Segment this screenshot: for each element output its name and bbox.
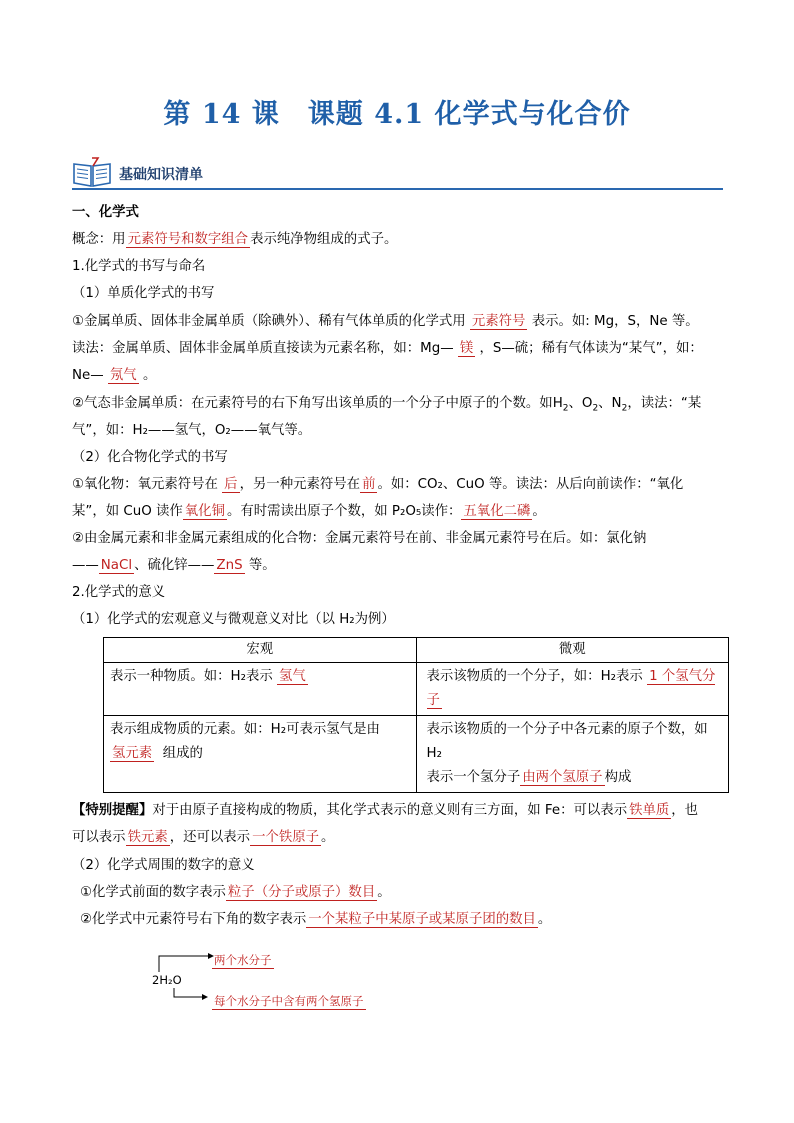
banner-rule: [72, 188, 723, 190]
answer-blank: 元素符号: [471, 314, 526, 329]
text: 可以表示: [72, 830, 126, 845]
text: 。: [321, 830, 335, 845]
answer-blank: 元素符号和数字组合: [127, 232, 249, 247]
paragraph: 气”，如：H₂——氢气，O₂——氧气等。: [72, 423, 312, 438]
answer-blank: 后: [224, 477, 238, 492]
formula-diagram: [150, 950, 450, 1020]
formula: 2H₂O: [152, 973, 182, 987]
table-header: 宏观: [104, 638, 417, 663]
answer-blank: 氧化铜: [184, 504, 225, 519]
text: ，另一种元素符号在: [239, 477, 361, 492]
banner-label: 基础知识清单: [119, 167, 203, 183]
text: ，读法：“某: [627, 396, 702, 411]
text: 。: [377, 885, 391, 900]
table-header: 微观: [416, 638, 729, 663]
paragraph: [72, 340, 703, 358]
answer-blank: 1 个氢气分子: [426, 669, 716, 708]
subheading: （2）化学式周围的数字的意义: [72, 858, 255, 873]
answer-blank: 氢元素: [112, 746, 153, 761]
answer-blank: 氖气: [109, 368, 137, 383]
table-cell: [416, 663, 729, 716]
table-header-row: [104, 638, 729, 663]
label-subscript: 每个水分子中含有两个氢原子: [214, 994, 364, 1008]
paragraph: ②气态非金属单质：在元素符号的右下角写出该单质的一个分子中原子的个数。如$H_2$、$O_2$、$N_2$，读法：“某: [72, 396, 702, 414]
text: ①化学式前面的数字表示: [80, 885, 226, 900]
text: ②化学式中元素符号右下角的数字表示: [80, 912, 307, 927]
text: ，也: [671, 803, 699, 818]
text: ①氧化物：氧元素符号在: [72, 477, 223, 492]
answer-blank: 铁单质: [629, 803, 670, 818]
tip-line: [72, 802, 698, 820]
answer-blank: 镁: [459, 341, 474, 356]
text: 表示该物质的一个分子中各元素的原子个数，如 H₂: [426, 722, 708, 761]
table-row: [104, 716, 729, 793]
answer-blank: 铁元素: [127, 830, 168, 845]
answer-blank: 前: [362, 477, 376, 492]
answer-blank: ZnS: [216, 558, 243, 573]
paragraph: ②由金属元素和非金属元素组成的化合物：金属元素符号在前、非金属元素符号在后。如：氯化钠: [72, 531, 647, 546]
text: 。: [138, 368, 157, 383]
text: 、硫化锌——: [134, 558, 215, 573]
answer-blank: 五氧化二磷: [463, 504, 531, 519]
answer-blank: 一个某粒子中某原子或某原子团的数目: [308, 912, 536, 927]
text: ①金属单质、固体非金属单质（除碘外）、稀有气体单质的化学式用: [72, 314, 470, 329]
text: ②气态非金属单质：在元素符号的右下角写出该单质的一个分子中原子的个数。如: [72, 396, 553, 411]
subheading: （2）化合物化学式的书写: [72, 450, 228, 465]
tip-tag: 【特别提醒】: [72, 803, 153, 818]
paragraph: [72, 476, 683, 494]
paragraph: [72, 313, 699, 331]
answer-blank: 一个铁原子: [252, 830, 320, 845]
section-heading: 一、化学式: [72, 205, 139, 220]
text: 读法：金属单质、固体非金属单质直接读为元素名称，如：Mg—: [72, 341, 458, 356]
comparison-table: [103, 637, 729, 793]
text: 。有时需读出原子个数，如 P₂O₅读作：: [226, 504, 462, 519]
text: 表示一个氢分子: [426, 770, 521, 785]
concept-line: [72, 231, 397, 249]
answer-blank: 氢气: [279, 669, 306, 684]
concept-post: 表示纯净物组成的式子。: [250, 232, 398, 247]
text: 表示该物质的一个分子，如：H₂表示: [426, 669, 648, 684]
text: 。: [532, 504, 546, 519]
text: 表示一种物质。如：H₂表示: [110, 669, 277, 684]
subheading: 1.化学式的书写与命名: [72, 259, 206, 274]
text: 等。: [244, 558, 276, 573]
text: 对于由原子直接构成的物质，其化学式表示的意义则有三方面，如 Fe：可以表示: [152, 803, 628, 818]
label-coefficient: 两个水分子: [214, 953, 272, 967]
open-book-icon: [72, 156, 112, 188]
paragraph: [80, 911, 551, 929]
paragraph: [72, 503, 546, 521]
table-cell: [104, 716, 417, 793]
subheading: （1）化学式的宏观意义与微观意义对比（以 H₂为例）: [72, 612, 395, 627]
section-banner: [72, 150, 723, 190]
text: ，还可以表示: [169, 830, 251, 845]
text: Ne—: [72, 368, 108, 383]
subheading: （1）单质化学式的书写: [72, 286, 215, 301]
answer-blank: 由两个氢原子: [522, 770, 603, 785]
paragraph: [72, 557, 276, 575]
table-cell: [416, 716, 729, 793]
text: 构成: [604, 770, 632, 785]
text: ，S—硫；稀有气体读为“某气”，如：: [475, 341, 703, 356]
concept-pre: 概念：用: [72, 232, 126, 247]
tip-line: [72, 829, 334, 847]
text: 组成的: [162, 746, 203, 761]
answer-blank: NaCl: [100, 558, 133, 573]
paragraph: [80, 884, 391, 902]
text: 表示组成物质的元素。如：H₂可表示氢气是由: [110, 722, 380, 737]
table-row: [104, 663, 729, 716]
text: 表示。如: Mg，S，Ne 等。: [527, 314, 699, 329]
text: 。: [537, 912, 552, 927]
paragraph: [72, 367, 156, 385]
page-title: 第 14 课 课题 4.1 化学式与化合价: [163, 99, 631, 130]
subheading: 2.化学式的意义: [72, 585, 166, 600]
text: 某”，如 CuO 读作: [72, 504, 183, 519]
answer-blank: 粒子（分子或原子）数目: [227, 885, 376, 900]
text: 。如：CO₂、CuO 等。读法：从后向前读作：“氧化: [377, 477, 684, 492]
table-cell: [104, 663, 417, 716]
text: ——: [72, 558, 99, 573]
